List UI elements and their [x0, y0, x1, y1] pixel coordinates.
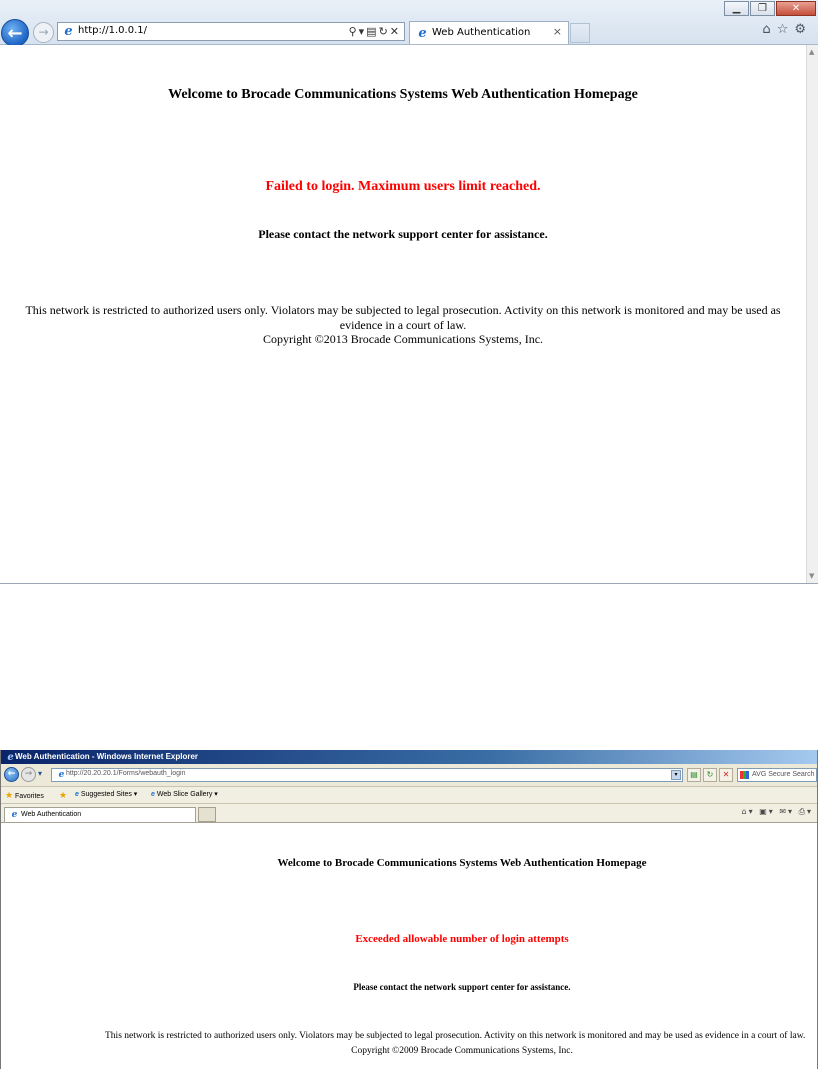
tab-web-authentication[interactable] [4, 807, 196, 822]
window-titlebar [1, 750, 818, 764]
recent-pages-icon[interactable]: ▾ [38, 769, 43, 778]
home-icon[interactable]: ⌂ [762, 22, 777, 37]
forward-button[interactable] [33, 22, 54, 43]
legal-notice: This network is restricted to authorized users only. Violators may be subjected to legal prosecution. Activity on this network is monitored and may be used as evidence in a court of law. [25, 303, 781, 332]
contact-message: Please contact the network support center for assistance. [258, 227, 548, 241]
new-tab-button[interactable] [570, 23, 590, 43]
address-bar[interactable] [57, 22, 405, 41]
add-favorite-star-icon: ★ [59, 790, 68, 800]
favorites-button[interactable] [5, 790, 44, 801]
print-icon[interactable]: ⎙▾ [798, 807, 813, 816]
page-title: Welcome to Brocade Communications Systems Web Authentication Homepage [168, 87, 638, 102]
forward-arrow-icon: → [24, 769, 33, 779]
address-url[interactable]: http://1.0.0.1/ [78, 25, 147, 36]
ie-page-icon: e [64, 24, 73, 39]
copyright-text: Copyright ©2013 Brocade Communications Systems, Inc. [262, 332, 544, 346]
tab-web-authentication[interactable] [409, 21, 569, 44]
suggested-sites-link[interactable] [75, 790, 137, 798]
address-bar[interactable] [51, 768, 683, 782]
legal-notice: This network is restricted to authorized users only. Violators may be subjected to legal prosecution. Activity on this network is monitored and may be used as evidence in a court of law. [105, 1031, 806, 1041]
window-title: Web Authentication - Windows Internet Explorer [15, 752, 199, 761]
compatibility-icon[interactable]: ▤ [687, 768, 701, 782]
compatibility-icon[interactable]: ▤ [366, 25, 379, 38]
dropdown-icon[interactable]: ▾ [358, 25, 367, 38]
address-dropdown-icon[interactable]: ▾ [671, 770, 681, 780]
gear-icon[interactable]: ⚙ [794, 22, 812, 37]
back-button[interactable] [1, 19, 29, 47]
tab-label: Web Authentication [21, 811, 82, 818]
close-icon[interactable]: × [552, 25, 562, 38]
add-favorite-icon[interactable] [59, 790, 67, 801]
ie-page-icon: e [58, 770, 65, 780]
favorites-star-icon[interactable]: ☆ [776, 22, 795, 37]
back-arrow-icon: ← [7, 23, 23, 44]
search-box[interactable] [737, 768, 817, 782]
page-content [2, 823, 818, 1069]
web-slice-gallery-link[interactable] [151, 790, 218, 798]
suggested-sites-label: Suggested Sites ▾ [80, 791, 138, 798]
address-tools [349, 23, 401, 40]
navigation-bar [1, 764, 818, 787]
refresh-icon[interactable]: ↻ [703, 768, 717, 782]
ie-tab-icon: e [11, 810, 18, 820]
page-title: Welcome to Brocade Communications Systems Web Authentication Homepage [277, 857, 647, 869]
ie-tab-icon: e [418, 26, 427, 41]
forward-button[interactable] [21, 767, 36, 782]
tab-strip [1, 804, 818, 823]
copyright-text: Copyright ©2009 Brocade Communications Systems, Inc. [351, 1046, 573, 1056]
web-slice-gallery-label: Web Slice Gallery ▾ [156, 791, 218, 798]
window-close-button[interactable]: ✕ [776, 1, 816, 16]
forward-arrow-icon: → [38, 25, 49, 39]
address-url[interactable]: http://20.20.20.1/Forms/webauth_login [66, 770, 186, 777]
tab-label: Web Authentication [432, 27, 531, 38]
browser-window-ie8 [0, 750, 818, 1069]
window-controls [723, 1, 816, 17]
refresh-icon[interactable]: ↻ [378, 25, 390, 38]
minimize-button[interactable]: ▁ [724, 1, 749, 16]
page-content [0, 45, 806, 583]
mail-icon[interactable]: ✉▾ [779, 807, 795, 816]
stop-icon[interactable]: ✕ [719, 768, 733, 782]
feeds-icon[interactable]: ▣▾ [759, 807, 775, 816]
contact-message: Please contact the network support center for assistance. [353, 982, 571, 992]
restore-button[interactable]: ❐ [750, 1, 775, 16]
command-bar [742, 807, 813, 817]
stop-icon[interactable]: ✕ [389, 25, 401, 38]
home-icon[interactable]: ⌂▾ [741, 807, 755, 816]
vertical-scrollbar[interactable] [806, 45, 818, 583]
command-icons [762, 22, 812, 37]
error-message: Failed to login. Maximum users limit reached. [265, 179, 541, 194]
error-message: Exceeded allowable number of login attempts [355, 933, 569, 945]
avg-logo-icon [740, 771, 749, 779]
ie-link-icon: e [151, 791, 155, 798]
favorites-bar [1, 787, 818, 804]
search-icon[interactable]: ⚲ [348, 25, 359, 38]
ie-window-icon: e [7, 752, 14, 763]
favorites-star-icon: ★ [5, 790, 14, 800]
scroll-down-icon[interactable]: ▼ [809, 572, 815, 580]
favorites-label: Favorites [15, 793, 44, 800]
new-tab-button[interactable] [198, 807, 216, 822]
back-button[interactable] [4, 767, 19, 782]
ie-link-icon: e [75, 791, 79, 798]
browser-toolbar [0, 0, 818, 45]
search-placeholder: AVG Secure Search [752, 771, 815, 778]
back-arrow-icon: ← [7, 769, 16, 779]
scroll-up-icon[interactable]: ▲ [809, 48, 815, 56]
